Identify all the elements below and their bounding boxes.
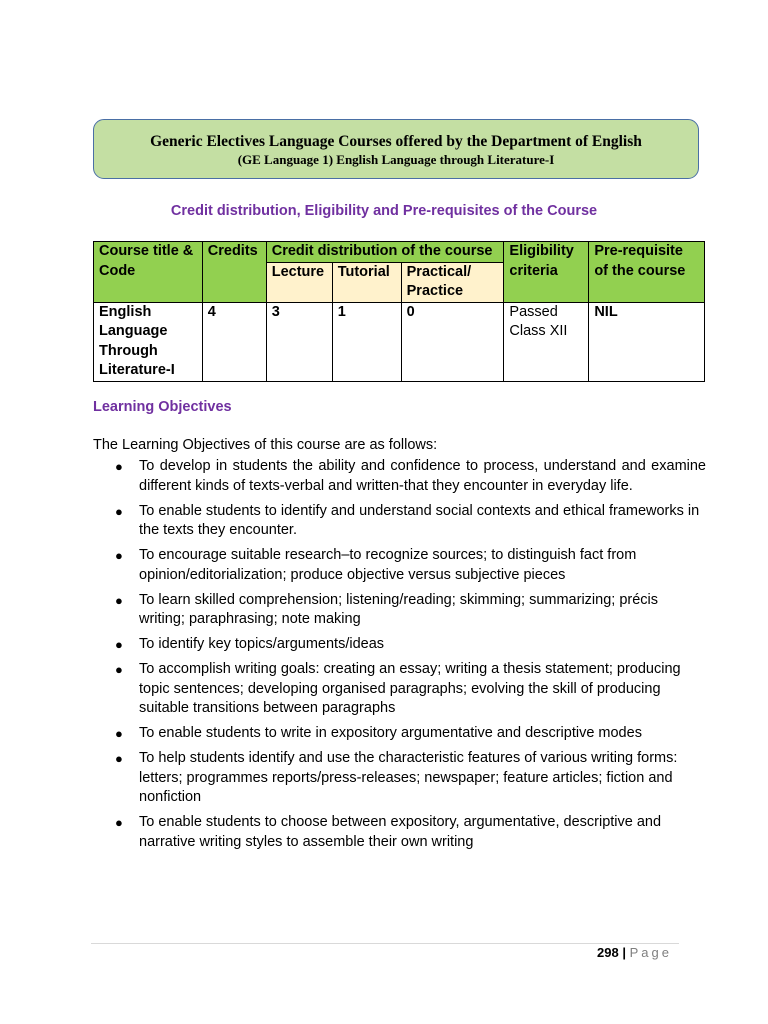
header-prerequisite: Pre-requisite of the course	[589, 242, 705, 303]
header-tutorial: Tutorial	[332, 262, 401, 302]
bullet-icon: ●	[115, 592, 123, 608]
bullet-icon: ●	[115, 815, 123, 830]
objective-text: To accomplish writing goals: creating an essay; writing a thesis statement; producing topic sentences; developing organised paragraphs; evolving the skill of producing suitable transitions between paragraphs	[139, 661, 681, 716]
objective-text: To enable students to write in expository argumentative and descriptive modes	[139, 725, 642, 741]
objective-text: To encourage suitable research–to recognize sources; to distinguish fact from opinion/editorialization; produce objective versus subjective pieces	[139, 547, 637, 583]
credit-distribution-heading: Credit distribution, Eligibility and Pre-requisites of the Course	[170, 203, 598, 219]
title-box	[93, 119, 699, 179]
page-label: Page	[629, 945, 672, 960]
header-credit-distribution: Credit distribution of the course	[266, 242, 504, 263]
table-header-row	[94, 242, 705, 263]
objective-text: To develop in students the ability and confidence to process, understand and examine different kinds of texts-verbal and written-that they encounter in everyday life.	[139, 458, 706, 494]
cell-lecture: 3	[266, 302, 332, 381]
list-item	[93, 457, 706, 496]
bullet-icon: ●	[115, 662, 123, 677]
objectives-intro: The Learning Objectives of this course are as follows:	[93, 437, 438, 453]
page-number: 298	[597, 945, 619, 960]
header-credits: Credits	[202, 242, 266, 303]
footer-divider	[91, 943, 679, 944]
bullet-icon: ●	[115, 726, 123, 741]
objective-text: To enable students to choose between expository, argumentative, descriptive and narrative writing styles to assemble their own writing	[139, 814, 662, 850]
objectives-list	[93, 457, 706, 858]
cell-eligibility: Passed Class XII	[504, 302, 589, 381]
header-course-title: Course title & Code	[94, 242, 203, 303]
list-item	[93, 724, 706, 744]
list-item	[93, 749, 706, 808]
cell-prerequisite: NIL	[589, 302, 705, 381]
objective-text: To learn skilled comprehension; listening/reading; skimming; summarizing; précis writing; paraphrasing; note making	[139, 591, 658, 627]
bullet-icon: ●	[115, 459, 123, 474]
objective-text: To help students identify and use the characteristic features of various writing forms: letters; programmes reports/press-releases; newspaper; feature articles; fiction and nonfiction	[139, 750, 678, 805]
list-item	[93, 591, 706, 630]
page-footer	[597, 945, 672, 960]
cell-credits: 4	[202, 302, 266, 381]
table-row	[94, 302, 705, 381]
list-item	[93, 635, 706, 655]
list-item	[93, 813, 706, 852]
list-item	[93, 660, 706, 719]
credit-table	[93, 241, 705, 382]
footer-separator: |	[622, 945, 626, 960]
cell-tutorial: 1	[332, 302, 401, 381]
header-practical: Practical/ Practice	[401, 262, 504, 302]
title-line-1: Generic Electives Language Courses offered by the Department of English	[150, 133, 642, 150]
list-item	[93, 546, 706, 585]
list-item	[93, 502, 706, 541]
header-lecture: Lecture	[266, 262, 332, 302]
title-line-2: (GE Language 1) English Language through Literature-I	[237, 152, 555, 167]
bullet-icon: ●	[115, 637, 123, 652]
header-eligibility: Eligibility criteria	[504, 242, 589, 303]
bullet-icon: ●	[115, 751, 123, 766]
bullet-icon: ●	[115, 548, 123, 563]
cell-course-title: English Language Through Literature-I	[94, 302, 203, 381]
objective-text: To identify key topics/arguments/ideas	[139, 636, 385, 652]
cell-practical: 0	[401, 302, 504, 381]
bullet-icon: ●	[115, 503, 123, 519]
objective-text: To enable students to identify and understand social contexts and ethical frameworks in the texts they encounter.	[139, 502, 700, 538]
learning-objectives-heading: Learning Objectives	[93, 399, 232, 415]
